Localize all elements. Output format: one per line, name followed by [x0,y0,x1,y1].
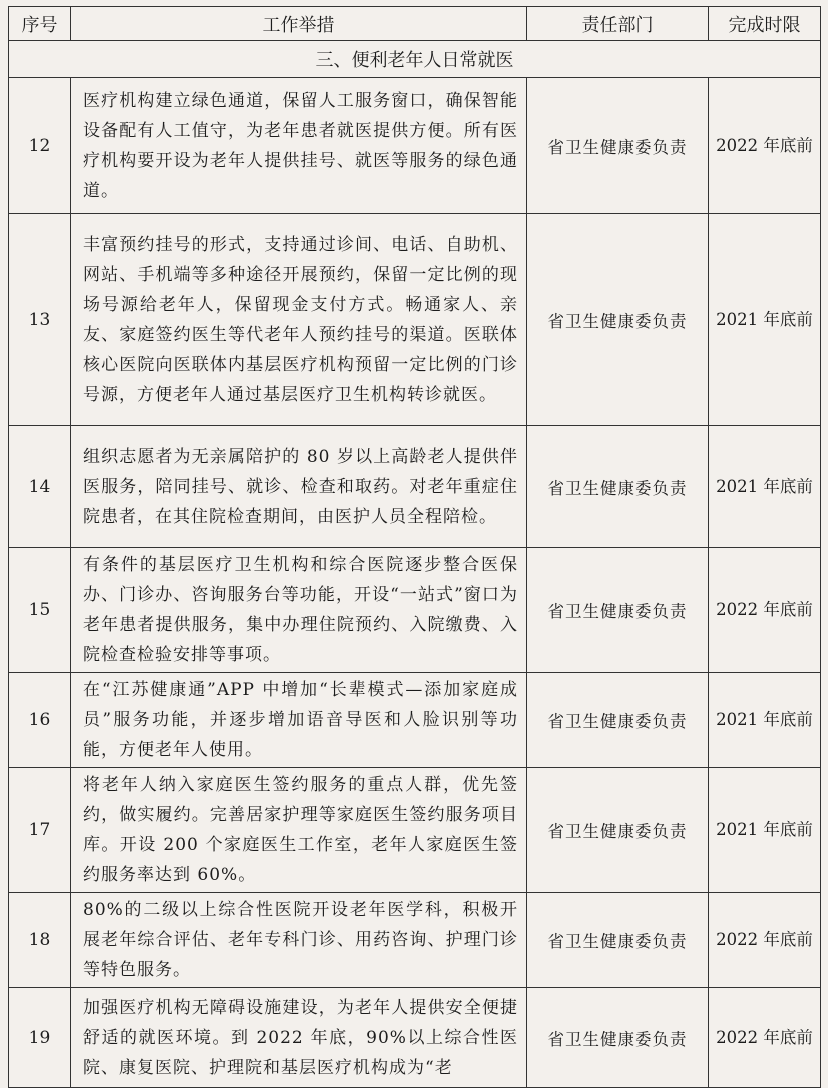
row-num: 18 [9,893,71,988]
table-row [9,768,821,893]
row-dept: 省卫生健康委负责 [527,548,709,673]
row-measure: 医疗机构建立绿色通道，保留人工服务窗口，确保智能设备配有人工值守，为老年患者就医提供方便。所有医疗机构要开设为老年人提供挂号、就医等服务的绿色通道。 [71,78,527,214]
row-measure: 80%的二级以上综合性医院开设老年医学科，积极开展老年综合评估、老年专科门诊、用药咨询、护理门诊等特色服务。 [71,893,527,988]
section-row [9,41,821,78]
row-num: 16 [9,673,71,768]
section-title: 三、便利老年人日常就医 [9,41,821,78]
row-dept: 省卫生健康委负责 [527,426,709,548]
table-row [9,893,821,988]
row-measure: 丰富预约挂号的形式，支持通过诊间、电话、自助机、网站、手机端等多种途径开展预约，保留一定比例的现场号源给老年人，保留现金支付方式。畅通家人、亲友、家庭签约医生等代老年人预约挂号的渠道。医联体核心医院向医联体内基层医疗机构预留一定比例的门诊号源，方便老年人通过基层医疗卫生机构转诊就医。 [71,214,527,426]
row-deadline: 2022 年底前 [709,78,821,214]
table-row [9,988,821,1088]
table-row [9,78,821,214]
row-dept: 省卫生健康委负责 [527,988,709,1088]
row-num: 13 [9,214,71,426]
row-deadline: 2021 年底前 [709,426,821,548]
row-dept: 省卫生健康委负责 [527,893,709,988]
row-num: 15 [9,548,71,673]
row-deadline: 2022 年底前 [709,988,821,1088]
table-row [9,673,821,768]
row-deadline: 2021 年底前 [709,214,821,426]
row-dept: 省卫生健康委负责 [527,673,709,768]
header-num: 序号 [9,7,71,41]
row-measure: 有条件的基层医疗卫生机构和综合医院逐步整合医保办、门诊办、咨询服务台等功能，开设“一站式”窗口为老年患者提供服务，集中办理住院预约、入院缴费、入院检查检验安排等事项。 [71,548,527,673]
row-num: 17 [9,768,71,893]
row-dept: 省卫生健康委负责 [527,78,709,214]
table-row [9,548,821,673]
row-deadline: 2021 年底前 [709,768,821,893]
table-row [9,426,821,548]
header-measure: 工作举措 [71,7,527,41]
header-deadline: 完成时限 [709,7,821,41]
row-measure: 将老年人纳入家庭医生签约服务的重点人群，优先签约，做实履约。完善居家护理等家庭医生签约服务项目库。开设 200 个家庭医生工作室，老年人家庭医生签约服务率达到 60%。 [71,768,527,893]
table-row [9,214,821,426]
row-deadline: 2022 年底前 [709,548,821,673]
row-deadline: 2021 年底前 [709,673,821,768]
row-num: 19 [9,988,71,1088]
measures-table [8,6,821,1088]
row-num: 12 [9,78,71,214]
row-deadline: 2022 年底前 [709,893,821,988]
header-dept: 责任部门 [527,7,709,41]
row-dept: 省卫生健康委负责 [527,768,709,893]
table-header-row [9,7,821,41]
row-measure: 加强医疗机构无障碍设施建设，为老年人提供安全便捷舒适的就医环境。到 2022 年底，90%以上综合性医院、康复医院、护理院和基层医疗机构成为“老 [71,988,527,1088]
row-measure: 组织志愿者为无亲属陪护的 80 岁以上高龄老人提供伴医服务，陪同挂号、就诊、检查和取药。对老年重症住院患者，在其住院检查期间，由医护人员全程陪检。 [71,426,527,548]
row-num: 14 [9,426,71,548]
row-measure: 在“江苏健康通”APP 中增加“长辈模式—添加家庭成员”服务功能，并逐步增加语音导医和人脸识别等功能，方便老年人使用。 [71,673,527,768]
row-dept: 省卫生健康委负责 [527,214,709,426]
